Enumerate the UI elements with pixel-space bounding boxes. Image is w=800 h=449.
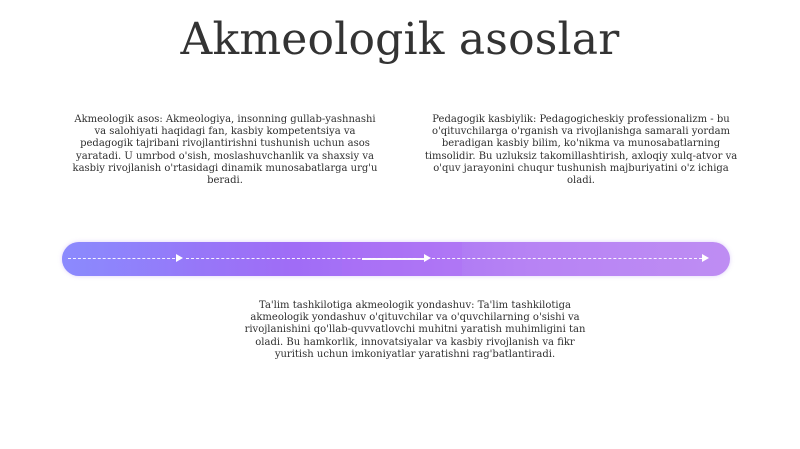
text-block-akmeologik-asos: Akmeologik asos: Akmeologiya, insonning gullab-yashnashi va salohiyati haqidagi fan, kasbiy kompetentsiya va pedagogik tajribani rivojlantirishni tushunish uchun asos yaratadi. U umrbod o'sish, moslashuvchanlik va shaxsiy va kasbiy rivojlanish o'rtasidagi dinamik munosabatlarga urg'u beradi. bbox=[72, 114, 378, 187]
timeline-bar bbox=[62, 242, 730, 276]
text-block-pedagogik-kasbiylik: Pedagogik kasbiylik: Pedagogicheskiy professionalizm - bu o'qituvchilarga o'rganish va rivojlanishga samarali yordam beradigan kasbiy bilim, ko'nikma va munosabatlarning timsolidir. Bu uzluksiz takomillashtirish, axloqiy xulq-atvor va o'quv jarayonini chuqur tushunish majburiyatini o'z ichiga oladi. bbox=[424, 114, 738, 187]
timeline-dashed-line bbox=[432, 258, 702, 260]
arrow-right-icon bbox=[176, 254, 183, 262]
slide-title: Akmeologik asoslar bbox=[180, 14, 620, 65]
arrow-right-icon bbox=[424, 254, 431, 262]
timeline-dashed-line bbox=[68, 258, 180, 260]
text-block-akmeologik-yondashuv: Ta'lim tashkilotiga akmeologik yondashuv: Ta'lim tashkilotiga akmeologik yondashuv o'qituvchilar va o'quvchilarning o'sishi va rivojlanishini qo'llab-quvvatlovchi muhitni yaratish muhimligini tan oladi. Bu hamkorlik, innovatsiyalar va kasbiy rivojlanish va fikr yuritish uchun imkoniyatlar yaratishni rag'batlantiradi. bbox=[244, 300, 586, 360]
timeline-solid-line bbox=[362, 258, 424, 260]
arrow-right-icon bbox=[702, 254, 709, 262]
